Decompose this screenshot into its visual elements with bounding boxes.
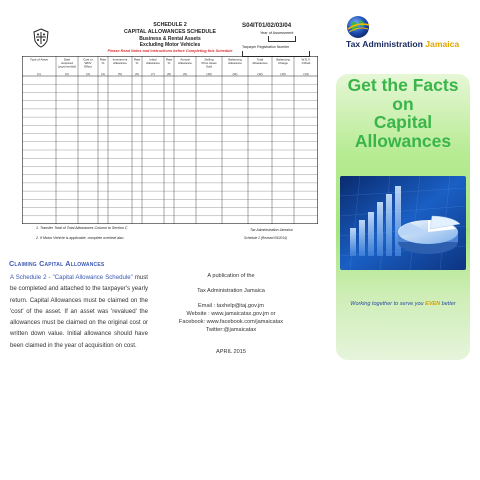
schedule-reference: A Schedule 2 - "Capital Allowance Schedule" (10, 274, 133, 281)
column-header: Allowance (113, 60, 127, 65)
column-number: (6) (135, 71, 139, 76)
column-number: (11) (232, 71, 238, 76)
column-header: Initial (149, 57, 157, 62)
contact-website[interactable]: Website : www.jamaicatax.gov.jm or (186, 311, 276, 317)
column-header: Price Asset (201, 60, 217, 65)
column-header: W.D.V. (301, 57, 311, 62)
column-header: Investment (112, 57, 128, 62)
trn-label: Taxpayer Registration Number (242, 45, 290, 49)
column-number: (7) (151, 71, 155, 76)
column-number: (13) (280, 71, 286, 76)
tai-logo-text (346, 39, 459, 49)
financial-chart-image (340, 176, 466, 270)
column-header: Charge (278, 60, 288, 65)
section-heading-text: Claiming Capital Allowances (9, 259, 105, 268)
slogan-start: Working together to serve you (350, 301, 426, 307)
body-paragraph (10, 272, 148, 351)
column-header: Rate (133, 57, 141, 62)
column-header: (yyyy/mm/dd) (58, 64, 76, 69)
column-number: (2) (65, 71, 69, 76)
publication-date: APRIL 2015 (216, 349, 246, 355)
column-header: Date (63, 57, 71, 62)
column-header: % (135, 60, 139, 65)
column-header: Balancing (276, 57, 290, 62)
column-number: (4) (101, 71, 105, 76)
form-footer-revision: Schedule 2 (Revised 09/2014) (244, 236, 287, 240)
column-header: % (101, 60, 105, 65)
column-number: (10) (206, 71, 212, 76)
cover-panel (336, 74, 470, 360)
schedule-subtitle: CAPITAL ALLOWANCES SCHEDULE (123, 29, 216, 35)
column-header: Allowance (178, 60, 192, 65)
column-header: Allowance (146, 60, 160, 65)
column-header: Rate (165, 57, 173, 62)
slogan-end: better (440, 301, 456, 307)
form-note-2: 2. If Motor Vehicle is applicable, complete overleaf also (36, 236, 124, 240)
contact-twitter[interactable]: Twitter:@jamaicatax (205, 327, 257, 333)
column-header: WDV (84, 60, 92, 65)
cover-title-line-4: Allowances (354, 130, 452, 151)
body-text: must be completed and attached to the taxpayer's yearly return. Capital Allowances must be claimed on the 'cost' of the asset. If an asset was 'revalued' the allowances must be claimed on the original cost or written down value. Initial allowance should have been claimed in the year of acquisition on cost. (10, 274, 148, 349)
column-header: Acquired (61, 60, 73, 65)
publication-intro: A publication of the (207, 273, 255, 279)
column-header: Rate (99, 57, 107, 62)
allowance-table (22, 56, 318, 224)
schedule-exclusion: Excluding Motor Vehicles (139, 42, 201, 48)
schedule-title: SCHEDULE 2 (153, 22, 187, 28)
column-header: Balancing (228, 57, 242, 62)
year-of-assessment-label: Year of Assessment (260, 31, 294, 35)
column-number: (12) (257, 71, 263, 76)
logo-text-main: Tax Administration (346, 39, 426, 49)
form-note-1: 1. Transfer Total of Total Allowances Column to Section C (36, 226, 128, 230)
cover-title-line-3: Capital (373, 112, 433, 132)
tai-globe-icon (345, 14, 371, 40)
publication-org: Tax Administration Jamaica (197, 288, 265, 294)
column-number: (5) (118, 71, 122, 76)
column-header: Sold (205, 64, 213, 69)
cover-title-line-1: Get the Facts (347, 75, 459, 95)
column-header: Total (256, 57, 264, 62)
column-header: % (167, 60, 171, 65)
contact-facebook[interactable]: Facebook: www.facebook.com/jamaicatax (178, 319, 284, 325)
contact-email[interactable]: Email : taxhelp@taj.gov.jm (198, 303, 264, 309)
column-number: (9) (183, 71, 187, 76)
column-number: (14) (303, 71, 309, 76)
column-header: Allowance (228, 60, 242, 65)
schedule-instruction: Please Read Notes and Instructions before Completing this Schedule (107, 49, 233, 53)
column-header: Cost or (83, 57, 93, 62)
column-number: (8) (167, 71, 171, 76)
slogan-emphasis: EVEN (425, 301, 441, 307)
logo-text-jamaica: Jamaica (425, 39, 460, 49)
form-footer-agency: Tax Administration Jamaica (250, 228, 293, 232)
column-number: (3) (86, 71, 90, 76)
section-heading (9, 259, 104, 268)
column-number: (1) (37, 71, 41, 76)
form-code: S04IT01/02/03/04 (242, 22, 292, 29)
cover-slogan (336, 301, 470, 307)
publication-info (168, 272, 294, 356)
cover-title (336, 76, 470, 150)
column-header: Type of Asset (29, 57, 49, 62)
column-header: Allowances (252, 60, 268, 65)
column-header: Effect (84, 64, 92, 69)
schedule-scope: Business & Rental Assets (139, 36, 201, 42)
column-header: C/Fwd (301, 60, 311, 65)
year-of-assessment-field[interactable] (268, 36, 296, 42)
schedule-form (22, 22, 318, 248)
column-header: Selling (204, 57, 214, 62)
cover-title-line-2: on (392, 93, 414, 114)
column-header: Annual (180, 57, 190, 62)
